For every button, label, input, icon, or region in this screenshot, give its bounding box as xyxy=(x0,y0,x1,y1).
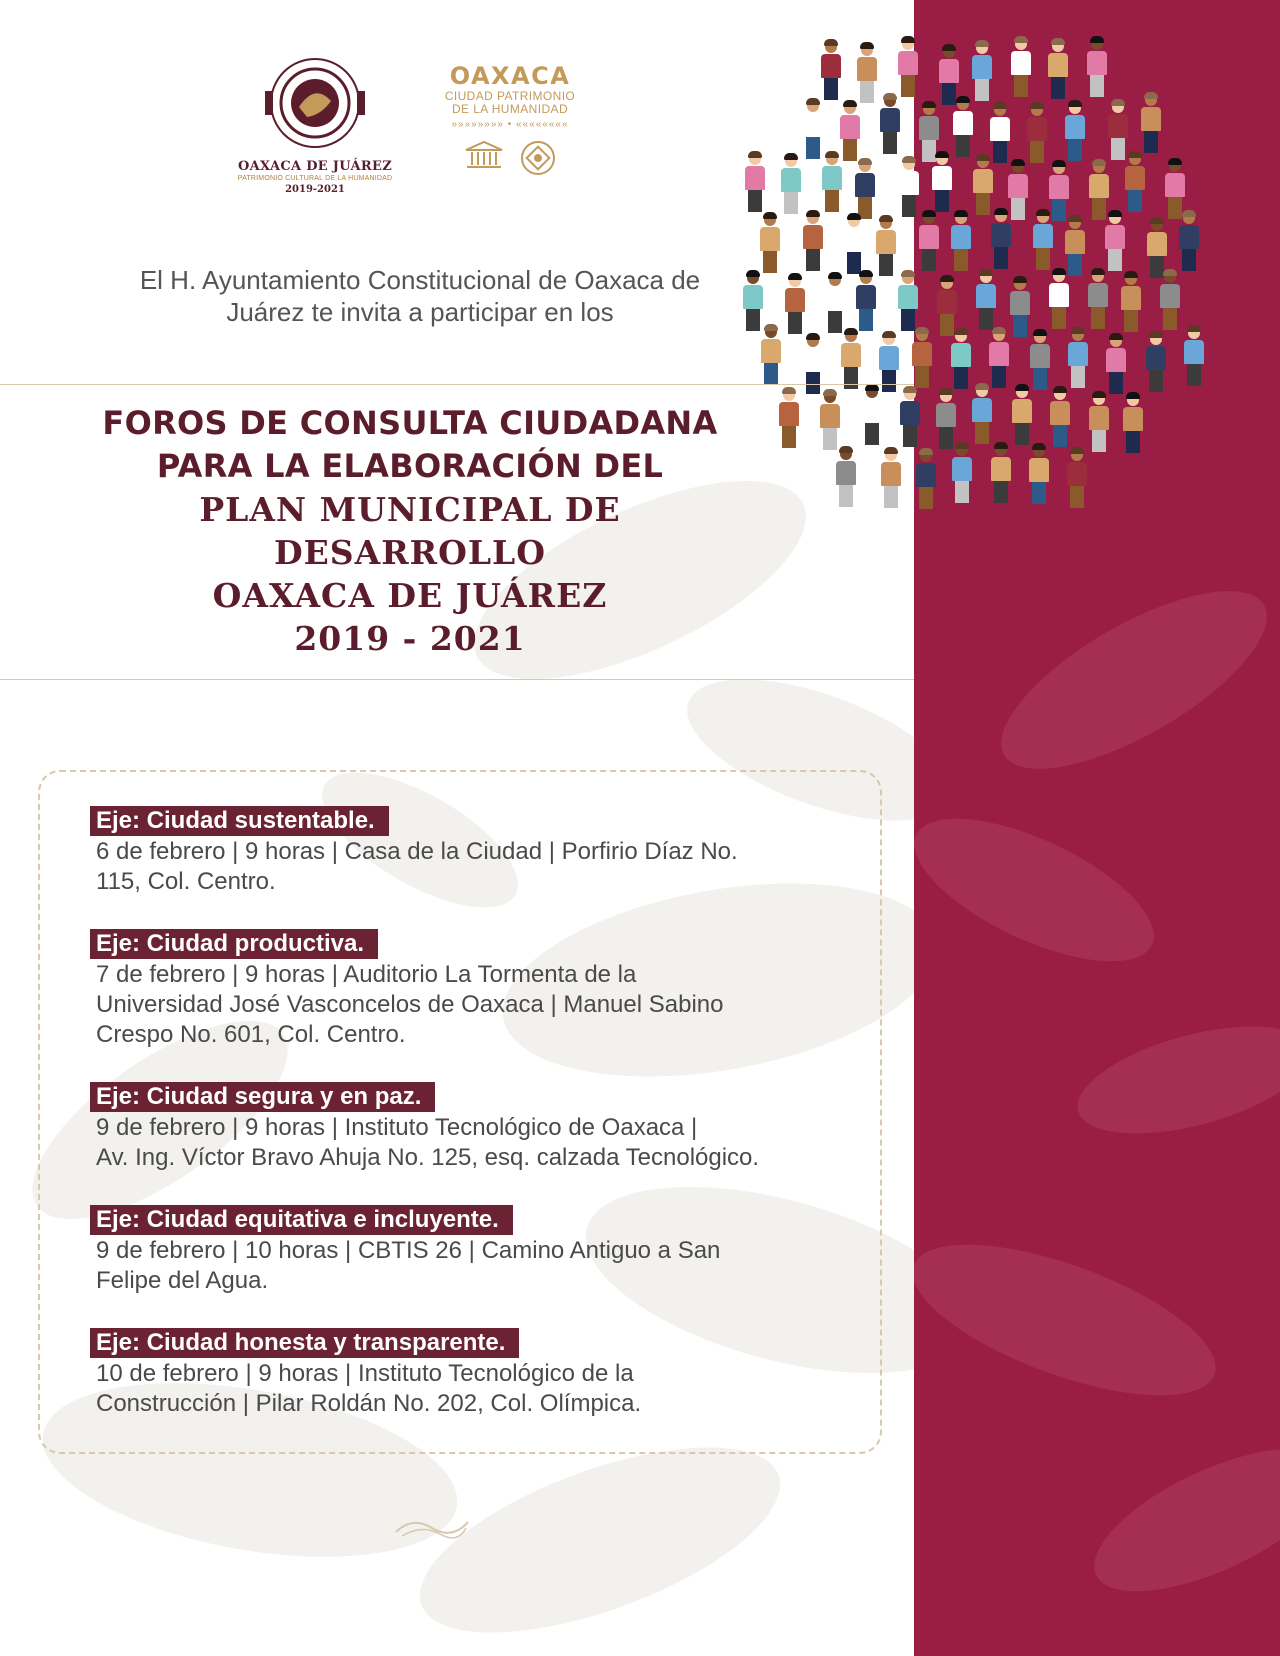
person-figure xyxy=(897,272,919,332)
world-heritage-emblem-icon xyxy=(520,140,556,176)
person-figure xyxy=(918,212,940,272)
person-figure xyxy=(819,391,841,451)
person-figure xyxy=(950,212,972,272)
brand-ornament: »»»»»»»» • «««««««« xyxy=(451,119,569,130)
event-details: 7 de febrero | 9 horas | Auditorio La Tormenta de la Universidad José Vasconcelos de Oaxaca | Manuel Sabino Crespo No. 601, Col. Centro. xyxy=(96,961,724,1048)
person-figure xyxy=(1009,278,1031,338)
person-figure xyxy=(855,272,877,332)
title-line-1: FOROS DE CONSULTA CIUDADANA xyxy=(102,404,718,442)
person-figure xyxy=(840,330,862,390)
person-figure xyxy=(1183,327,1205,387)
event-axis-tag: Eje: Ciudad productiva. xyxy=(90,929,378,959)
page-title xyxy=(30,402,790,660)
person-figure xyxy=(780,155,802,215)
person-figure xyxy=(1011,386,1033,446)
municipality-subtitle: PATRIMONIO CULTURAL DE LA HUMANIDAD xyxy=(237,175,393,182)
event-item xyxy=(90,806,890,897)
person-figure xyxy=(952,98,974,158)
person-figure xyxy=(820,41,842,101)
person-figure xyxy=(935,390,957,450)
person-figure xyxy=(1105,335,1127,395)
title-line-2: PARA LA ELABORACIÓN DEL xyxy=(156,447,664,485)
person-figure xyxy=(802,335,824,395)
person-figure xyxy=(861,386,883,446)
person-figure xyxy=(990,210,1012,270)
person-figure xyxy=(835,448,857,508)
person-figure xyxy=(1124,153,1146,213)
event-item xyxy=(90,1205,890,1296)
person-figure xyxy=(824,274,846,334)
event-axis-tag: Eje: Ciudad equitativa e incluyente. xyxy=(90,1205,513,1235)
person-figure xyxy=(1120,273,1142,333)
person-figure xyxy=(1088,393,1110,453)
person-figure xyxy=(880,449,902,509)
person-figure xyxy=(1087,270,1109,330)
person-figure xyxy=(1026,104,1048,164)
brand-line-2: DE LA HUMANIDAD xyxy=(451,102,569,116)
event-item xyxy=(90,929,890,1050)
person-figure xyxy=(1048,270,1070,330)
brand-name: OAXACA xyxy=(449,62,571,90)
person-figure xyxy=(1140,94,1162,154)
person-figure xyxy=(950,330,972,390)
person-figure xyxy=(1159,271,1181,331)
event-axis-tag: Eje: Ciudad segura y en paz. xyxy=(90,1082,435,1112)
person-figure xyxy=(1067,329,1089,389)
ayuntamiento-logo xyxy=(225,55,405,205)
intro-line-1: El H. Ayuntamiento Constitucional de Oaxaca de xyxy=(139,265,701,295)
person-figure xyxy=(1178,212,1200,272)
person-figure xyxy=(1145,333,1167,393)
person-figure xyxy=(975,271,997,331)
divider-bottom xyxy=(0,679,914,680)
event-axis-tag: Eje: Ciudad sustentable. xyxy=(90,806,389,836)
person-figure xyxy=(951,444,973,504)
person-figure xyxy=(1086,38,1108,98)
person-figure xyxy=(990,444,1012,504)
person-figure xyxy=(760,326,782,386)
events-box xyxy=(38,770,882,1454)
person-figure xyxy=(897,38,919,98)
title-line-6: 2019 - 2021 xyxy=(294,619,526,658)
person-figure xyxy=(936,277,958,337)
person-figure xyxy=(972,156,994,216)
oaxaca-heritage-logo xyxy=(430,62,590,202)
person-figure xyxy=(1010,38,1032,98)
event-axis-tag: Eje: Ciudad honesta y transparente. xyxy=(90,1328,519,1358)
panel-leaf-watermark xyxy=(914,560,1280,1656)
person-figure xyxy=(1028,445,1050,505)
event-item xyxy=(90,1082,890,1173)
unesco-temple-icon xyxy=(464,140,504,170)
event-details: 9 de febrero | 9 horas | Instituto Tecnológico de Oaxaca | Av. Ing. Víctor Bravo Ahuja No. 125, esq. calzada Tecnológico. xyxy=(96,1114,760,1171)
person-figure xyxy=(971,385,993,445)
person-figure xyxy=(1032,211,1054,271)
person-figure xyxy=(971,42,993,102)
person-figure xyxy=(802,212,824,272)
person-figure xyxy=(898,158,920,218)
person-figure xyxy=(1122,394,1144,454)
person-figure xyxy=(989,104,1011,164)
term-years: 2019-2021 xyxy=(285,184,345,195)
crowd-illustration xyxy=(740,36,1280,556)
person-figure xyxy=(856,44,878,104)
person-figure xyxy=(843,215,865,275)
event-details: 10 de febrero | 9 horas | Instituto Tecnológico de la Construcción | Pilar Roldán No. 202, Col. Olímpica. xyxy=(96,1360,642,1417)
person-figure xyxy=(1064,102,1086,162)
title-line-4: DESARROLLO xyxy=(274,533,546,572)
person-figure xyxy=(802,100,824,160)
event-item xyxy=(90,1328,890,1419)
title-line-5: OAXACA DE JUÁREZ xyxy=(212,576,608,615)
municipal-seal-icon xyxy=(259,55,371,155)
person-figure xyxy=(1029,331,1051,391)
person-figure xyxy=(1064,217,1086,277)
intro-text xyxy=(40,264,800,328)
divider-top xyxy=(0,384,914,385)
person-figure xyxy=(854,160,876,220)
intro-line-2: Juárez te invita a participar en los xyxy=(226,297,614,327)
person-figure xyxy=(744,153,766,213)
person-figure xyxy=(931,153,953,213)
person-figure xyxy=(988,329,1010,389)
person-figure xyxy=(1049,388,1071,448)
event-details: 6 de febrero | 9 horas | Casa de la Ciudad | Porfirio Díaz No. 115, Col. Centro. xyxy=(96,838,738,895)
person-figure xyxy=(821,153,843,213)
title-line-3: PLAN MUNICIPAL DE xyxy=(199,490,621,529)
person-figure xyxy=(875,217,897,277)
person-figure xyxy=(1047,40,1069,100)
person-figure xyxy=(915,450,937,510)
person-figure xyxy=(1104,212,1126,272)
person-figure xyxy=(899,388,921,448)
flourish-ornament-icon xyxy=(392,1508,472,1544)
brand-line-1: CIUDAD PATRIMONIO xyxy=(444,89,576,103)
event-details: 9 de febrero | 10 horas | CBTIS 26 | Camino Antiguo a San Felipe del Agua. xyxy=(96,1237,721,1294)
person-figure xyxy=(911,329,933,389)
person-figure xyxy=(879,95,901,155)
municipality-name: OAXACA DE JUÁREZ xyxy=(238,159,392,174)
person-figure xyxy=(1066,449,1088,509)
